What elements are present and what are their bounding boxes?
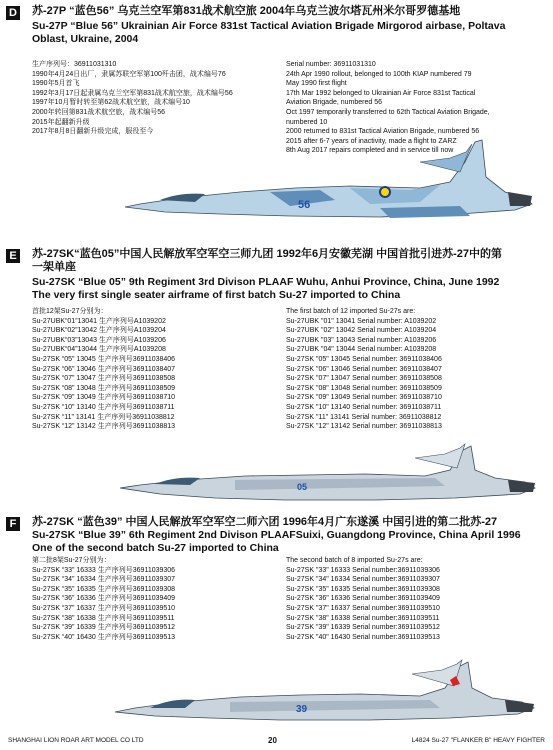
en-note-line: 2015 after 6-7 years of inactivity, made a flight to ZARZ (286, 137, 457, 145)
section-f (0, 515, 553, 730)
section-title-en-2: The very first single seater airframe of first batch Su-27 imported to China (32, 289, 401, 301)
section-title-en-1: Su-27P “Blue 56” Ukrainian Air Force 831st Tactical Aviation Brigade Mirgorod airbase, Poltava (32, 20, 506, 32)
en-note-line: May 1990 first flight (286, 80, 347, 88)
en-note-line: numbered 10 (286, 118, 328, 126)
cn-note-line: Su-27SK “07” 13047 生产序列号36911038508 (32, 375, 176, 383)
en-notes (286, 556, 440, 642)
cn-note-line: Su-27SK “09” 13049 生产序列号36911038710 (32, 394, 176, 402)
en-note-line: Su-27SK "34" 16334 Serial number:36911039307 (286, 576, 440, 584)
cn-note-line: Su-27SK “35” 16335 生产序列号36911039308 (32, 585, 176, 593)
section-e (0, 245, 553, 505)
en-note-line: Su-27SK "12" 13142 Serial number: 36911038813 (286, 423, 442, 431)
section-title-cn: 苏-27SK “蓝色39” 中国人民解放军空军空二师六团 1996年4月广东遂溪 中国引进的第二批苏-27 (32, 516, 498, 528)
en-note-line: Su-27SK "35" 16335 Serial number:36911039308 (286, 585, 440, 593)
footer-publisher: SHANGHAI LION ROAR ART MODEL CO LTD (8, 737, 144, 744)
en-note-line: Su-27SK "07" 13047 Serial number: 36911038508 (286, 375, 442, 383)
en-note-line: Su-27SK "36" 16336 Serial number:36911039409 (286, 595, 440, 603)
aircraft-profile-blue-39 (110, 650, 545, 730)
cn-note-line: Su-27SK “11” 13141 生产序列号36911038812 (32, 413, 175, 421)
en-note-line: Su-27SK "40" 16430 Serial number:36911039513 (286, 633, 440, 641)
section-title-en-1: Su-27SK “Blue 39” 6th Regiment 2nd Divison PLAAFSuixi, Guangdong Province, China April 1996 (32, 529, 521, 541)
cn-note-line: Su-27UBK“01”13041 生产序列号A1039202 (32, 317, 166, 325)
cn-note-line: Su-27SK “37” 16337 生产序列号36911039510 (32, 604, 176, 612)
en-note-line: 17th Mar 1992 belonged to Ukrainian Air Force 831st Tactical (286, 89, 476, 97)
aircraft-number: 39 (296, 704, 308, 715)
section-title-en-2: One of the second batch Su-27 imported to China (32, 542, 279, 554)
cn-note-line: 1990年5月首飞 (32, 80, 80, 88)
en-note-line: 24th Apr 1990 rollout, belonged to 100th KIAP numbered 79 (286, 70, 472, 78)
cn-note-line: Su-27SK “10” 13140 生产序列号36911038711 (32, 403, 175, 411)
en-note-line: Su-27UBK "03" 13043 Serial number: A1039206 (286, 336, 437, 344)
cn-note-line: 2017年8月8日翻新升级完成，服役至今 (32, 128, 154, 136)
page-footer (0, 734, 553, 748)
section-badge: D (6, 6, 20, 20)
en-note-line: Su-27UBK "04" 13044 Serial number: A1039208 (286, 346, 437, 354)
cn-note-line: Su-27SK “33” 16333 生产序列号36911039306 (32, 566, 176, 574)
en-note-line: Su-27UBK "01" 13041 Serial number: A1039202 (286, 317, 437, 325)
en-note-line: The second batch of 8 imported Su-27s are: (286, 557, 423, 564)
page-number: 20 (268, 736, 277, 745)
section-badge: E (6, 249, 20, 263)
en-note-line: Su-27SK "06" 13046 Serial number: 36911038407 (286, 365, 442, 373)
cn-note-line: Su-27SK “06” 13046 生产序列号36911038407 (32, 365, 176, 373)
cn-note-line: Su-27SK “08” 13048 生产序列号36911038509 (32, 384, 176, 392)
cn-note-line: Su-27UBK“02”13042 生产序列号A1039204 (32, 327, 166, 335)
en-note-line: 8th Aug 2017 repairs completed and in service till now (286, 147, 454, 155)
en-note-line: Serial number: 36911031310 (286, 61, 376, 68)
cn-note-line: Su-27SK “40” 16430 生产序列号36911039513 (32, 633, 176, 641)
cn-note-line: Su-27SK “39” 16339 生产序列号36911039512 (32, 624, 176, 632)
cn-note-line: Su-27UBK“03”13043 生产序列号A1039206 (32, 336, 166, 344)
cn-note-line: 1997年10月暂时转至第62战术航空旅，战术编号10 (32, 99, 190, 107)
cn-note-line: Su-27SK “36” 16336 生产序列号36911039409 (32, 595, 176, 603)
en-note-line: The first batch of 12 imported Su-27s are: (286, 308, 416, 315)
cn-note-line: 1990年4月24日出厂，隶属苏联空军第100歼击团，战术编号76 (32, 70, 226, 78)
section-d (0, 0, 553, 215)
cn-note-line: Su-27SK “05” 13045 生产序列号36911038406 (32, 355, 176, 363)
en-note-line: Su-27SK "39" 16339 Serial number:36911039512 (286, 624, 440, 632)
cn-note-line: 第二批8架Su-27分别为： (32, 557, 111, 564)
en-note-line: Su-27SK "09" 13049 Serial number: 36911038710 (286, 394, 442, 402)
cn-note-line: 生产序列号：36911031310 (32, 61, 117, 68)
section-title-en-2: Oblast, Ukraine, 2004 (32, 33, 139, 45)
en-note-line: Su-27SK "08" 13048 Serial number: 36911038509 (286, 384, 442, 392)
aircraft-profile-blue-05 (115, 440, 545, 510)
section-badge: F (6, 517, 20, 531)
cn-note-line: Su-27SK “38” 16338 生产序列号36911039511 (32, 614, 175, 622)
en-note-line: Su-27SK "38" 16338 Serial number:36911039511 (286, 614, 440, 622)
en-note-line: Su-27SK "05" 13045 Serial number: 36911038406 (286, 355, 442, 363)
section-title-cn: 苏-27SK“蓝色05”中国人民解放军空军空三师九团 1992年6月安徽芜湖 中国首批引进苏-27中的第 (32, 248, 503, 260)
cn-note-line: 首批12架Su-27分别为： (32, 308, 108, 315)
cn-note-line: Su-27SK “12” 13142 生产序列号36911038813 (32, 423, 176, 431)
cn-note-line: Su-27SK “34” 16334 生产序列号36911039307 (32, 576, 176, 584)
footer-kit-title: L4824 Su-27 "FLANKER B" HEAVY FIGHTER (411, 737, 545, 744)
cn-notes (32, 556, 175, 642)
section-title-cn: 苏-27P “蓝色56” 乌克兰空军第831战术航空旅 2004年乌克兰波尔塔瓦州米尔哥罗德基地 (32, 5, 461, 17)
en-notes (286, 307, 442, 432)
en-note-line: Oct 1997 temporarily transferred to 62th Tactical Aviation Brigade, (286, 108, 490, 116)
en-note-line: 2000 returned to 831st Tactical Aviation Brigade, numbered 56 (286, 128, 480, 136)
en-note-line: Su-27SK "37" 16337 Serial number:36911039510 (286, 604, 440, 612)
aircraft-number: 56 (298, 199, 311, 211)
en-note-line: Su-27UBK "02" 13042 Serial number: A1039204 (286, 327, 437, 335)
section-title-en-1: Su-27SK “Blue 05” 9th Regiment 3rd Divison PLAAF Wuhu, Anhui Province, China, June 1992 (32, 276, 500, 288)
cn-notes (32, 307, 175, 432)
aircraft-profile-blue-56 (120, 122, 540, 227)
aircraft-number: 05 (297, 482, 308, 492)
cn-note-line: 2015年起翻新升级 (32, 118, 90, 126)
cn-note-line: 2000年转回第831战术航空旅，战术编号56 (32, 108, 166, 116)
en-note-line: Su-27SK "10" 13140 Serial number: 36911038711 (286, 403, 442, 411)
en-note-line: Su-27SK "11" 13141 Serial number: 36911038812 (286, 413, 442, 421)
en-note-line: Aviation Brigade, numbered 56 (286, 99, 382, 107)
en-note-line: Su-27SK "33" 16333 Serial number:36911039306 (286, 566, 440, 574)
cn-note-line: Su-27UBK“04”13044 生产序列号A1039208 (32, 346, 166, 354)
section-title-cn-2: 一架单座 (32, 261, 76, 273)
cn-note-line: 1992年3月17日起隶属乌克兰空军第831战术航空旅，战术编号56 (32, 89, 233, 97)
